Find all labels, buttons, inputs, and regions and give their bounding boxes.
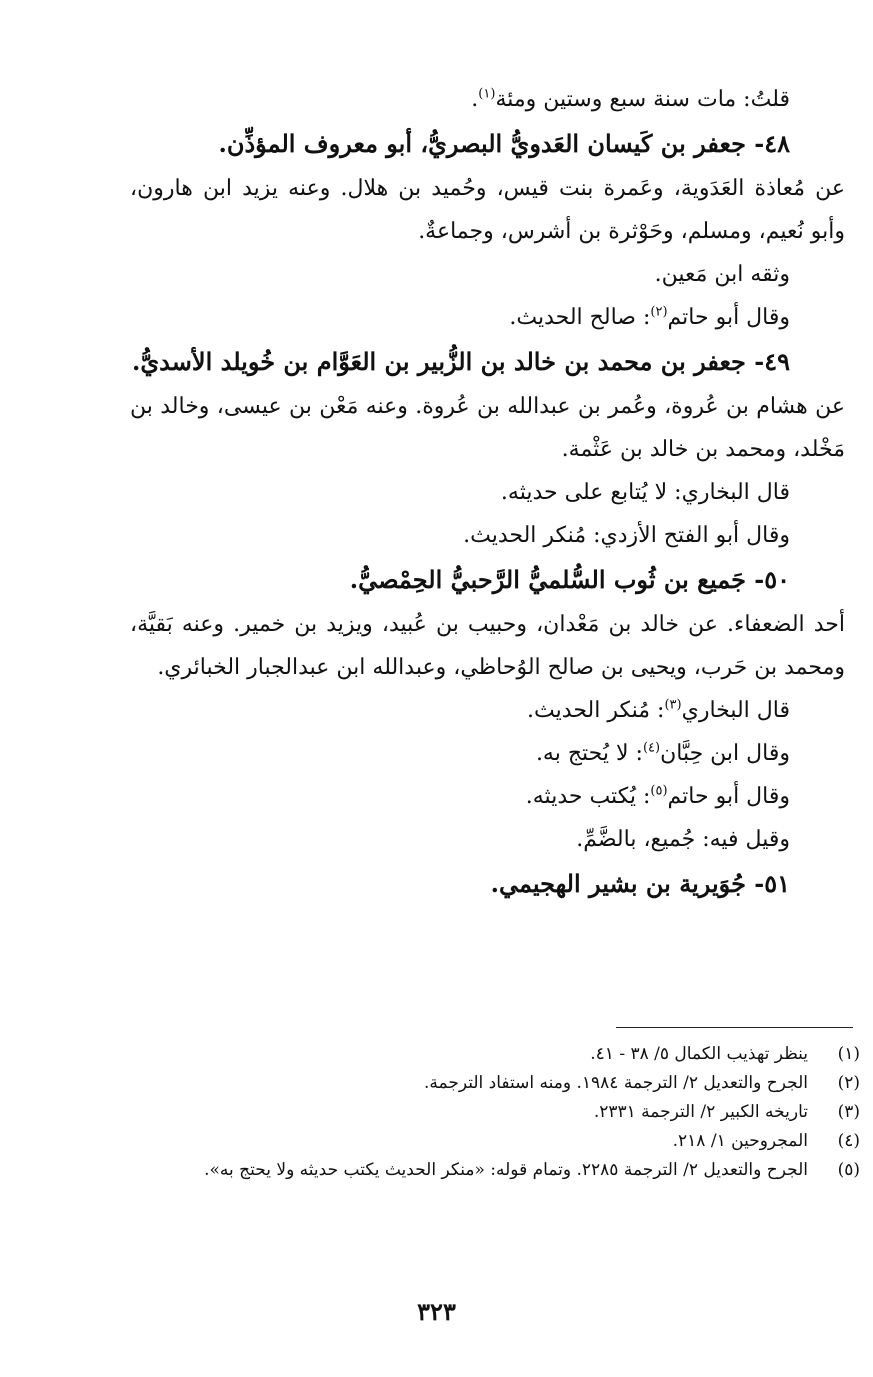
footnote-number: (١) [837, 1044, 860, 1064]
entry-50-abu-hatim-end: : يُكتب حديثه. [525, 784, 651, 809]
footnote-text: تاريخه الكبير ٢/ الترجمة ٢٣٣١. [593, 1102, 808, 1122]
entry-48-para: عن مُعاذة العَدَوية، وعَمرة بنت قيس، وحُميد بن هلال. وعنه يزيد ابن هارون، وأبو نُعيم، ومسلم، وحَوْثرة بن أشرس، وجماعةٌ. [130, 176, 845, 244]
entry-48-abu-hatim-text: وقال أبو حاتم [667, 305, 790, 330]
footnote-text: الجرح والتعديل ٢/ الترجمة ١٩٨٤. ومنه استفاد الترجمة. [424, 1073, 808, 1093]
entry-50-para: أحد الضعفاء. عن خالد بن مَعْدان، وحبيب بن عُبيد، ويزيد بن خمير. وعنه بَقيَّة، ومحمد بن حَرب، ويحيى بن صالح الوُحاظي، وعبدالله ابن عبدالجبار الخبائري. [130, 612, 845, 680]
footnote-1 [138, 1040, 860, 1069]
entry-48-heading: ٤٨- جعفر بن كَيسان العَدويُّ البصريُّ، أبو معروف المؤذِّن. [218, 129, 790, 158]
footnote-text: الجرح والتعديل ٢/ الترجمة ٢٢٨٥. وتمام قوله: «منكر الحديث يكتب حديثه ولا يحتج به». [204, 1160, 808, 1180]
entry-50-abu-hatim [130, 775, 845, 818]
entry-50-ibn-hibban-end: : لا يُحتج به. [535, 741, 643, 766]
footnote-number: (٣) [837, 1102, 860, 1122]
entry-48-abu-hatim-end: : صالح الحديث. [509, 305, 651, 330]
footnote-number: (٢) [837, 1073, 860, 1093]
entry-50-qila: وقيل فيه: جُميع، بالضَّمِّ. [576, 827, 790, 852]
entry-49-bukhari: قال البخاري: لا يُتابع على حديثه. [500, 480, 790, 505]
entry-50-ibn-hibban [130, 732, 845, 775]
entry-48-abu-hatim [130, 296, 845, 339]
footnote-ref-2[interactable]: (٢) [650, 304, 668, 320]
footnote-text: المجروحين ١/ ٢١٨. [672, 1131, 808, 1151]
line-qult-text: قلتُ: مات سنة سبع وستين ومئة [495, 87, 790, 112]
footnote-ref-3[interactable]: (٣) [664, 697, 682, 713]
footnote-ref-4[interactable]: (٤) [642, 740, 661, 756]
footnote-text: ينظر تهذيب الكمال ٥/ ٣٨ - ٤١. [590, 1044, 808, 1064]
footnote-ref-1[interactable]: (١) [478, 86, 496, 102]
entry-49-para: عن هشام بن عُروة، وعُمر بن عبدالله بن عُروة. وعنه مَعْن بن عيسى، وخالد بن مَخْلد، ومحمد بن خالد بن عَثْمة. [130, 394, 845, 462]
line-qult [130, 78, 845, 121]
line-qult-end: . [471, 87, 479, 112]
entry-50-heading: ٥٠- جَميع بن ثُوب السُّلميُّ الرَّحبيُّ الحِمْصيُّ. [349, 565, 790, 594]
footnote-number: (٥) [837, 1160, 860, 1180]
footnote-4 [138, 1127, 860, 1156]
entry-49-azdi: وقال أبو الفتح الأزدي: مُنكر الحديث. [463, 523, 790, 548]
entry-50-bukhari [130, 689, 845, 732]
footnote-3 [138, 1098, 860, 1127]
entry-50-ibn-hibban-text: وقال ابن حِبَّان [660, 741, 790, 766]
entry-50-abu-hatim-text: وقال أبو حاتم [667, 784, 790, 809]
entry-49-heading: ٤٩- جعفر بن محمد بن خالد بن الزُّبير بن العَوَّام بن خُويلد الأسديُّ. [132, 347, 790, 376]
footnote-ref-5[interactable]: (٥) [650, 783, 668, 799]
entry-51-heading: ٥١- جُوَيرية بن بشير الهجيمي. [490, 869, 790, 898]
entry-50-bukhari-text: قال البخاري [681, 698, 790, 723]
page-number: ٣٢٣ [417, 1297, 456, 1326]
footnote-2 [138, 1069, 860, 1098]
footnote-5 [138, 1156, 860, 1185]
footnote-number: (٤) [837, 1131, 860, 1151]
entry-48-ibn-maeen: وثقه ابن مَعين. [654, 262, 790, 287]
footnote-divider [616, 1027, 853, 1028]
main-text [130, 78, 845, 907]
footnotes [138, 1040, 860, 1185]
entry-50-bukhari-end: : مُنكر الحديث. [527, 698, 665, 723]
